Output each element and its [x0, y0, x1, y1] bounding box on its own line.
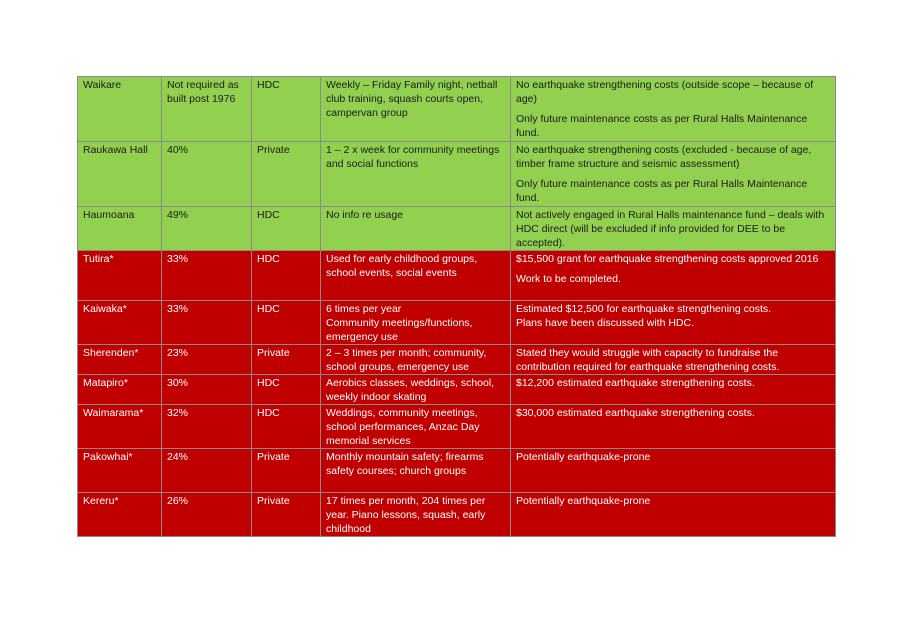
- table-row: [78, 405, 836, 449]
- usage-cell: [321, 301, 511, 345]
- notes-cell: [511, 142, 836, 207]
- usage-cell: Monthly mountain safety; firearms safety courses; church groups: [321, 449, 511, 493]
- table-row: [78, 77, 836, 142]
- seismic-rating-cell: 33%: [162, 251, 252, 301]
- usage-cell: Weekly – Friday Family night, netball club training, squash courts open, campervan group: [321, 77, 511, 142]
- seismic-rating-cell: 32%: [162, 405, 252, 449]
- note-paragraph: Only future maintenance costs as per Rural Halls Maintenance fund.: [516, 178, 808, 204]
- notes-cell: [511, 251, 836, 301]
- table-row: [78, 493, 836, 537]
- hall-name-cell: Tutira*: [78, 251, 162, 301]
- table-row: [78, 207, 836, 251]
- usage-line: Community meetings/functions, emergency use: [326, 317, 473, 343]
- note-paragraph: Potentially earthquake-prone: [516, 495, 651, 507]
- rural-halls-table: [77, 76, 836, 537]
- note-paragraph: Work to be completed.: [516, 273, 621, 285]
- usage-cell: 2 – 3 times per month; community, school groups, emergency use: [321, 345, 511, 375]
- ownership-cell: HDC: [252, 405, 321, 449]
- seismic-rating-cell: 24%: [162, 449, 252, 493]
- seismic-rating-cell: 40%: [162, 142, 252, 207]
- note-paragraph: $30,000 estimated earthquake strengthening costs.: [516, 407, 755, 419]
- notes-cell: [511, 301, 836, 345]
- note-paragraph: Stated they would struggle with capacity to fundraise the contribution required for earthquake strengthening costs.: [516, 347, 780, 373]
- ownership-cell: HDC: [252, 77, 321, 142]
- hall-name-cell: Haumoana: [78, 207, 162, 251]
- notes-cell: [511, 375, 836, 405]
- ownership-cell: Private: [252, 493, 321, 537]
- notes-cell: [511, 405, 836, 449]
- notes-cell: [511, 77, 836, 142]
- seismic-rating-cell: Not required as built post 1976: [162, 77, 252, 142]
- table-row: [78, 449, 836, 493]
- hall-name-cell: Sherenden*: [78, 345, 162, 375]
- note-paragraph: Not actively engaged in Rural Halls maintenance fund – deals with HDC direct (will be excluded if info provided for DEE to be accepted).: [516, 209, 825, 249]
- ownership-cell: Private: [252, 345, 321, 375]
- usage-cell: Weddings, community meetings, school performances, Anzac Day memorial services: [321, 405, 511, 449]
- hall-name-cell: Raukawa Hall: [78, 142, 162, 207]
- usage-cell: 17 times per month, 204 times per year. Piano lessons, squash, early childhood: [321, 493, 511, 537]
- usage-cell: No info re usage: [321, 207, 511, 251]
- hall-name-cell: Kaiwaka*: [78, 301, 162, 345]
- seismic-rating-cell: 49%: [162, 207, 252, 251]
- ownership-cell: HDC: [252, 375, 321, 405]
- seismic-rating-cell: 26%: [162, 493, 252, 537]
- usage-cell: 1 – 2 x week for community meetings and social functions: [321, 142, 511, 207]
- seismic-rating-cell: 33%: [162, 301, 252, 345]
- table-row: [78, 345, 836, 375]
- note-paragraph: No earthquake strengthening costs (excluded - because of age, timber frame structure and seismic assessment): [516, 144, 812, 170]
- notes-cell: [511, 449, 836, 493]
- ownership-cell: HDC: [252, 207, 321, 251]
- hall-name-cell: Waikare: [78, 77, 162, 142]
- usage-cell: Aerobics classes, weddings, school, weekly indoor skating: [321, 375, 511, 405]
- table-row: [78, 142, 836, 207]
- note-paragraph: Only future maintenance costs as per Rural Halls Maintenance fund.: [516, 113, 808, 139]
- note-paragraph: $15,500 grant for earthquake strengthening costs approved 2016: [516, 253, 819, 265]
- table-row: [78, 251, 836, 301]
- notes-cell: [511, 345, 836, 375]
- notes-cell: [511, 207, 836, 251]
- note-paragraph: $12,200 estimated earthquake strengthening costs.: [516, 377, 755, 389]
- table-row: [78, 375, 836, 405]
- ownership-cell: Private: [252, 142, 321, 207]
- ownership-cell: HDC: [252, 251, 321, 301]
- hall-name-cell: Waimarama*: [78, 405, 162, 449]
- note-line: Plans have been discussed with HDC.: [516, 317, 695, 329]
- ownership-cell: HDC: [252, 301, 321, 345]
- seismic-rating-cell: 23%: [162, 345, 252, 375]
- hall-name-cell: Kereru*: [78, 493, 162, 537]
- usage-cell: Used for early childhood groups, school events, social events: [321, 251, 511, 301]
- hall-name-cell: Matapiro*: [78, 375, 162, 405]
- hall-name-cell: Pakowhai*: [78, 449, 162, 493]
- usage-line: 6 times per year: [326, 303, 402, 315]
- note-paragraph: Potentially earthquake-prone: [516, 451, 651, 463]
- seismic-rating-cell: 30%: [162, 375, 252, 405]
- ownership-cell: Private: [252, 449, 321, 493]
- table-row: [78, 301, 836, 345]
- note-paragraph: No earthquake strengthening costs (outside scope – because of age): [516, 79, 814, 105]
- note-line: Estimated $12,500 for earthquake strengthening costs.: [516, 303, 772, 315]
- notes-cell: [511, 493, 836, 537]
